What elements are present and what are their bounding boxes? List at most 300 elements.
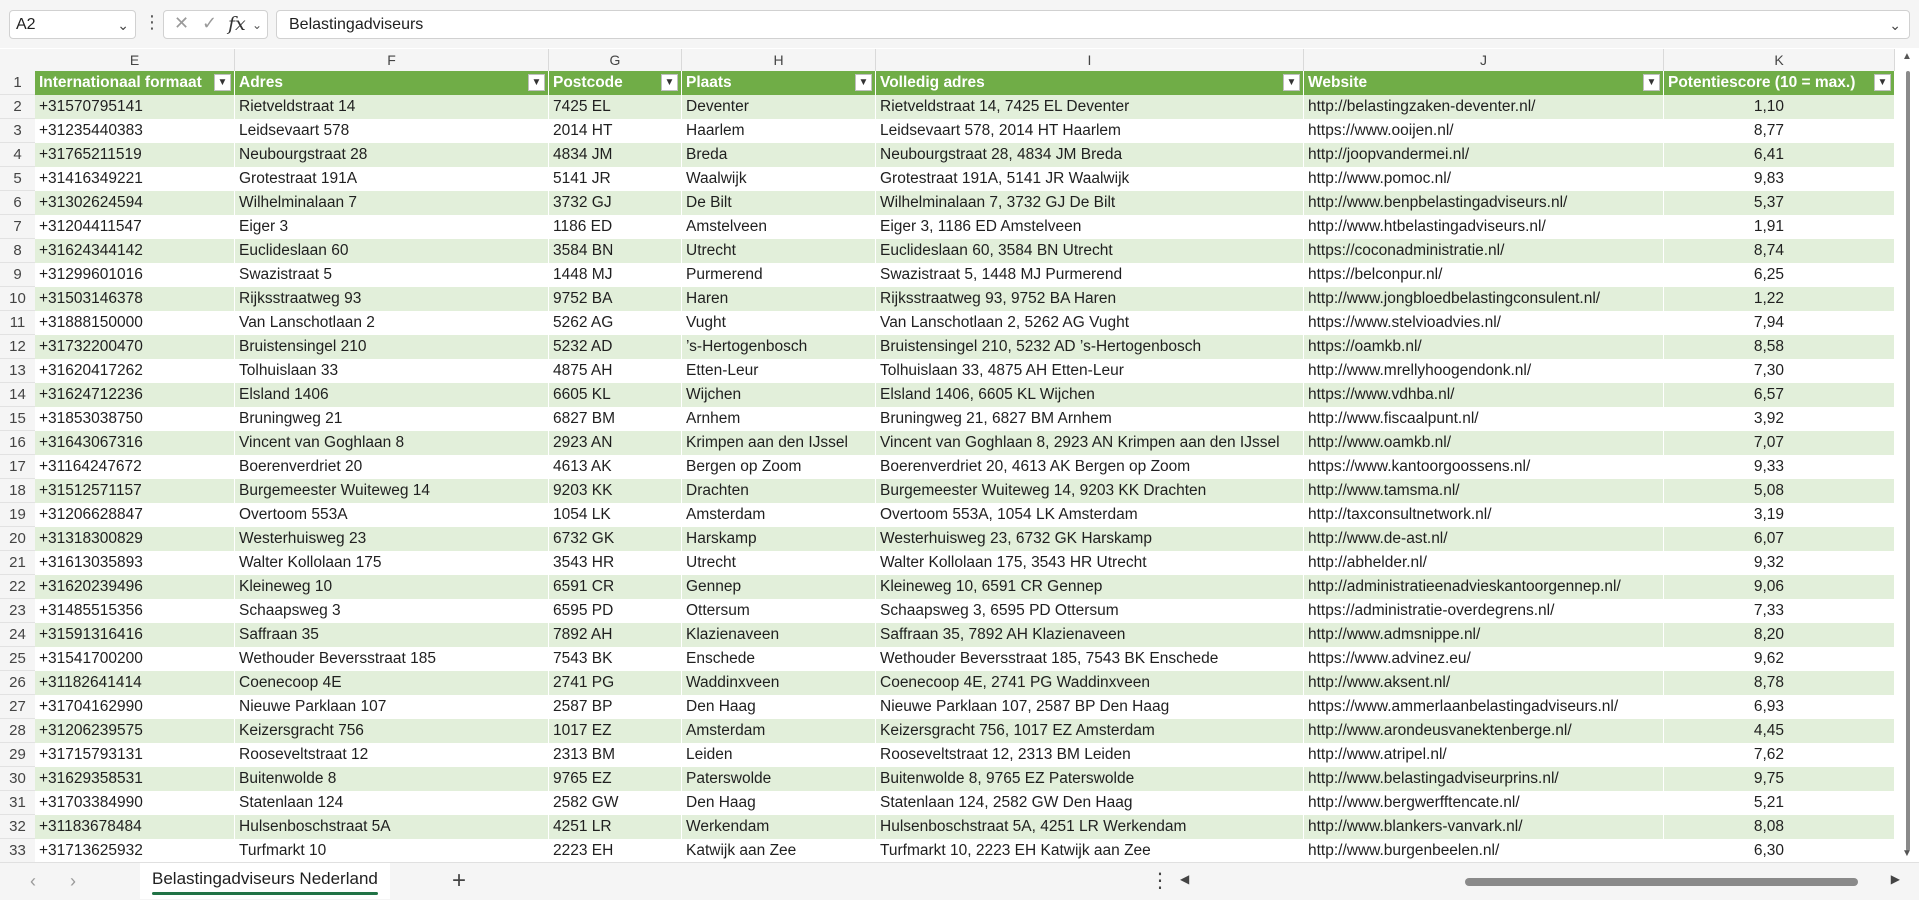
table-cell[interactable]: https://www.kantoorgoossens.nl/ [1304, 455, 1664, 479]
formula-input[interactable] [276, 10, 1910, 39]
row-header[interactable]: 2 [0, 95, 35, 119]
row-header[interactable]: 22 [0, 575, 35, 599]
table-cell[interactable]: 6,30 [1664, 839, 1895, 863]
table-cell[interactable]: Nieuwe Parklaan 107, 2587 BP Den Haag [876, 695, 1304, 719]
table-cell[interactable]: 3,19 [1664, 503, 1895, 527]
table-cell[interactable]: Schaapsweg 3 [235, 599, 549, 623]
table-cell[interactable]: +31643067316 [35, 431, 235, 455]
table-cell[interactable]: Tolhuislaan 33 [235, 359, 549, 383]
row-header[interactable]: 26 [0, 671, 35, 695]
row-header[interactable]: 33 [0, 839, 35, 863]
column-header-i[interactable]: I [876, 49, 1304, 71]
table-cell[interactable]: Buitenwolde 8 [235, 767, 549, 791]
table-cell[interactable]: +31299601016 [35, 263, 235, 287]
row-header[interactable]: 21 [0, 551, 35, 575]
table-cell[interactable]: 3543 HR [549, 551, 682, 575]
filter-dropdown-icon[interactable]: ▼ [214, 74, 231, 91]
row-header[interactable]: 12 [0, 335, 35, 359]
table-cell[interactable]: Breda [682, 143, 876, 167]
table-cell[interactable]: http://abhelder.nl/ [1304, 551, 1664, 575]
table-cell[interactable]: Tolhuislaan 33, 4875 AH Etten-Leur [876, 359, 1304, 383]
row-header[interactable]: 20 [0, 527, 35, 551]
table-cell[interactable]: +31416349221 [35, 167, 235, 191]
table-cell[interactable]: 9203 KK [549, 479, 682, 503]
table-cell[interactable]: Coenecoop 4E [235, 671, 549, 695]
sheet-tab[interactable] [140, 863, 390, 899]
table-cell[interactable]: https://coconadministratie.nl/ [1304, 239, 1664, 263]
table-cell[interactable]: http://www.blankers-vanvark.nl/ [1304, 815, 1664, 839]
table-cell[interactable]: 7,62 [1664, 743, 1895, 767]
table-cell[interactable]: 2014 HT [549, 119, 682, 143]
table-cell[interactable]: Vught [682, 311, 876, 335]
column-header-e[interactable]: E [35, 49, 235, 71]
table-cell[interactable]: Neubourgstraat 28 [235, 143, 549, 167]
table-cell[interactable]: 4,45 [1664, 719, 1895, 743]
table-cell[interactable]: Statenlaan 124, 2582 GW Den Haag [876, 791, 1304, 815]
table-cell[interactable]: 5262 AG [549, 311, 682, 335]
row-header[interactable]: 32 [0, 815, 35, 839]
row-header[interactable]: 28 [0, 719, 35, 743]
expand-formula-icon[interactable]: ⌄ [1889, 17, 1901, 33]
table-cell[interactable]: +31206239575 [35, 719, 235, 743]
table-cell[interactable]: 7425 EL [549, 95, 682, 119]
table-cell[interactable]: http://www.htbelastingadviseurs.nl/ [1304, 215, 1664, 239]
table-cell[interactable]: Coenecoop 4E, 2741 PG Waddinxveen [876, 671, 1304, 695]
table-header-cell[interactable] [1664, 71, 1895, 95]
table-cell[interactable]: https://administratie-overdegrens.nl/ [1304, 599, 1664, 623]
row-header[interactable]: 19 [0, 503, 35, 527]
table-cell[interactable]: +31183678484 [35, 815, 235, 839]
table-cell[interactable]: 4251 LR [549, 815, 682, 839]
table-cell[interactable]: http://administratieenadvieskantoorgennep.nl/ [1304, 575, 1664, 599]
table-cell[interactable]: Saffraan 35, 7892 AH Klazienaveen [876, 623, 1304, 647]
table-cell[interactable]: Eiger 3 [235, 215, 549, 239]
table-cell[interactable]: Wijchen [682, 383, 876, 407]
table-cell[interactable]: 9,83 [1664, 167, 1895, 191]
table-cell[interactable]: +31888150000 [35, 311, 235, 335]
table-cell[interactable]: +31204411547 [35, 215, 235, 239]
table-cell[interactable]: +31765211519 [35, 143, 235, 167]
row-header[interactable]: 5 [0, 167, 35, 191]
table-cell[interactable]: Keizersgracht 756, 1017 EZ Amsterdam [876, 719, 1304, 743]
table-cell[interactable]: Leiden [682, 743, 876, 767]
table-cell[interactable]: Hulsenboschstraat 5A [235, 815, 549, 839]
table-cell[interactable]: Keizersgracht 756 [235, 719, 549, 743]
table-cell[interactable]: 9,62 [1664, 647, 1895, 671]
row-header[interactable]: 4 [0, 143, 35, 167]
row-header[interactable]: 7 [0, 215, 35, 239]
row-header[interactable]: 25 [0, 647, 35, 671]
column-header-g[interactable]: G [549, 49, 682, 71]
filter-dropdown-icon[interactable]: ▼ [661, 74, 678, 91]
filter-dropdown-icon[interactable]: ▼ [855, 74, 872, 91]
table-cell[interactable]: 2923 AN [549, 431, 682, 455]
table-cell[interactable]: 7,94 [1664, 311, 1895, 335]
table-cell[interactable]: +31624712236 [35, 383, 235, 407]
table-cell[interactable]: Van Lanschotlaan 2 [235, 311, 549, 335]
table-cell[interactable]: http://www.benpbelastingadviseurs.nl/ [1304, 191, 1664, 215]
table-cell[interactable]: 2313 BM [549, 743, 682, 767]
table-cell[interactable]: https://www.ammerlaanbelastingadviseurs.nl/ [1304, 695, 1664, 719]
table-cell[interactable]: http://www.arondeusvanektenberge.nl/ [1304, 719, 1664, 743]
name-box[interactable] [9, 10, 136, 39]
table-cell[interactable]: Wethouder Beversstraat 185 [235, 647, 549, 671]
row-header[interactable]: 27 [0, 695, 35, 719]
table-cell[interactable]: Overtoom 553A, 1054 LK Amsterdam [876, 503, 1304, 527]
table-cell[interactable]: 1186 ED [549, 215, 682, 239]
table-cell[interactable]: Wilhelminalaan 7, 3732 GJ De Bilt [876, 191, 1304, 215]
table-cell[interactable]: 6591 CR [549, 575, 682, 599]
table-cell[interactable]: https://belconpur.nl/ [1304, 263, 1664, 287]
add-sheet-button[interactable]: + [452, 867, 467, 894]
prev-sheet-icon[interactable]: ‹ [30, 871, 36, 891]
scroll-right-icon[interactable]: ▶ [1890, 872, 1900, 886]
table-cell[interactable]: https://www.vdhba.nl/ [1304, 383, 1664, 407]
table-cell[interactable]: Euclideslaan 60, 3584 BN Utrecht [876, 239, 1304, 263]
table-cell[interactable]: http://www.oamkb.nl/ [1304, 431, 1664, 455]
confirm-icon[interactable]: ✓ [202, 13, 218, 33]
table-cell[interactable]: 6,25 [1664, 263, 1895, 287]
table-cell[interactable]: Grotestraat 191A [235, 167, 549, 191]
table-cell[interactable]: 6827 BM [549, 407, 682, 431]
table-cell[interactable]: 1,91 [1664, 215, 1895, 239]
table-cell[interactable]: 6595 PD [549, 599, 682, 623]
table-cell[interactable]: 1,10 [1664, 95, 1895, 119]
table-cell[interactable]: 5232 AD [549, 335, 682, 359]
table-cell[interactable]: ’s-Hertogenbosch [682, 335, 876, 359]
filter-dropdown-icon[interactable]: ▼ [528, 74, 545, 91]
table-cell[interactable]: Gennep [682, 575, 876, 599]
table-cell[interactable]: +31591316416 [35, 623, 235, 647]
table-cell[interactable]: https://www.ooijen.nl/ [1304, 119, 1664, 143]
table-header-cell[interactable] [235, 71, 549, 95]
table-cell[interactable]: Etten-Leur [682, 359, 876, 383]
table-cell[interactable]: Utrecht [682, 551, 876, 575]
table-cell[interactable]: Den Haag [682, 695, 876, 719]
table-cell[interactable]: http://www.pomoc.nl/ [1304, 167, 1664, 191]
table-cell[interactable]: 3,92 [1664, 407, 1895, 431]
table-cell[interactable]: +31164247672 [35, 455, 235, 479]
table-cell[interactable]: Westerhuisweg 23, 6732 GK Harskamp [876, 527, 1304, 551]
more-options-icon[interactable]: ⋮ [1150, 870, 1170, 892]
cancel-icon[interactable]: ✕ [174, 13, 190, 33]
table-cell[interactable]: 5,37 [1664, 191, 1895, 215]
table-cell[interactable]: Den Haag [682, 791, 876, 815]
horizontal-scrollbar[interactable] [1180, 872, 1900, 890]
table-cell[interactable]: http://www.bergwerfftencate.nl/ [1304, 791, 1664, 815]
select-all-corner[interactable] [0, 49, 35, 71]
table-cell[interactable]: Bruistensingel 210 [235, 335, 549, 359]
table-header-cell[interactable] [876, 71, 1304, 95]
table-cell[interactable]: Paterswolde [682, 767, 876, 791]
table-cell[interactable]: 9,06 [1664, 575, 1895, 599]
row-header[interactable]: 24 [0, 623, 35, 647]
vertical-scrollbar[interactable] [1897, 49, 1919, 862]
table-cell[interactable]: Boerenverdriet 20 [235, 455, 549, 479]
insert-function-button[interactable]: fx [228, 13, 246, 35]
table-cell[interactable]: Wethouder Beversstraat 185, 7543 BK Enschede [876, 647, 1304, 671]
table-cell[interactable]: http://www.atripel.nl/ [1304, 743, 1664, 767]
table-cell[interactable]: 4875 AH [549, 359, 682, 383]
table-cell[interactable]: +31715793131 [35, 743, 235, 767]
table-cell[interactable]: Amstelveen [682, 215, 876, 239]
table-cell[interactable]: 8,20 [1664, 623, 1895, 647]
table-cell[interactable]: http://joopvandermei.nl/ [1304, 143, 1664, 167]
table-cell[interactable]: 4613 AK [549, 455, 682, 479]
table-cell[interactable]: Leidsevaart 578, 2014 HT Haarlem [876, 119, 1304, 143]
table-cell[interactable]: Rooseveltstraat 12, 2313 BM Leiden [876, 743, 1304, 767]
table-cell[interactable]: +31613035893 [35, 551, 235, 575]
row-header[interactable]: 8 [0, 239, 35, 263]
table-cell[interactable]: Eiger 3, 1186 ED Amstelveen [876, 215, 1304, 239]
row-header[interactable]: 10 [0, 287, 35, 311]
table-cell[interactable]: Utrecht [682, 239, 876, 263]
row-header[interactable]: 15 [0, 407, 35, 431]
row-header[interactable]: 1 [0, 71, 35, 95]
table-cell[interactable]: 6,41 [1664, 143, 1895, 167]
table-cell[interactable]: 6732 GK [549, 527, 682, 551]
table-cell[interactable]: 7,07 [1664, 431, 1895, 455]
table-cell[interactable]: 6,57 [1664, 383, 1895, 407]
row-header[interactable]: 11 [0, 311, 35, 335]
table-cell[interactable]: Swazistraat 5 [235, 263, 549, 287]
row-header[interactable]: 30 [0, 767, 35, 791]
filter-dropdown-icon[interactable]: ▼ [1643, 74, 1660, 91]
table-cell[interactable]: 5,21 [1664, 791, 1895, 815]
table-cell[interactable]: Wilhelminalaan 7 [235, 191, 549, 215]
table-cell[interactable]: 1017 EZ [549, 719, 682, 743]
table-cell[interactable]: Westerhuisweg 23 [235, 527, 549, 551]
table-cell[interactable]: 7543 BK [549, 647, 682, 671]
table-cell[interactable]: http://www.fiscaalpunt.nl/ [1304, 407, 1664, 431]
table-cell[interactable]: Burgemeester Wuiteweg 14, 9203 KK Drachten [876, 479, 1304, 503]
table-cell[interactable]: Turfmarkt 10 [235, 839, 549, 863]
table-cell[interactable]: Werkendam [682, 815, 876, 839]
table-cell[interactable]: Bruningweg 21, 6827 BM Arnhem [876, 407, 1304, 431]
table-header-cell[interactable] [1304, 71, 1664, 95]
table-cell[interactable]: Purmerend [682, 263, 876, 287]
row-header[interactable]: 16 [0, 431, 35, 455]
scroll-down-icon[interactable]: ▼ [1902, 848, 1912, 859]
table-cell[interactable]: Vincent van Goghlaan 8 [235, 431, 549, 455]
table-cell[interactable]: Haarlem [682, 119, 876, 143]
table-cell[interactable]: Swazistraat 5, 1448 MJ Purmerend [876, 263, 1304, 287]
table-cell[interactable]: Rooseveltstraat 12 [235, 743, 549, 767]
table-cell[interactable]: Buitenwolde 8, 9765 EZ Paterswolde [876, 767, 1304, 791]
column-header-h[interactable]: H [682, 49, 876, 71]
table-cell[interactable]: Harskamp [682, 527, 876, 551]
table-cell[interactable]: Katwijk aan Zee [682, 839, 876, 863]
table-cell[interactable]: +31732200470 [35, 335, 235, 359]
table-cell[interactable]: Amsterdam [682, 719, 876, 743]
table-cell[interactable]: Deventer [682, 95, 876, 119]
table-cell[interactable]: Bruistensingel 210, 5232 AD ’s-Hertogenbosch [876, 335, 1304, 359]
table-cell[interactable]: 8,08 [1664, 815, 1895, 839]
table-cell[interactable]: 8,74 [1664, 239, 1895, 263]
table-cell[interactable]: Walter Kollolaan 175, 3543 HR Utrecht [876, 551, 1304, 575]
table-cell[interactable]: Grotestraat 191A, 5141 JR Waalwijk [876, 167, 1304, 191]
filter-dropdown-icon[interactable]: ▼ [1283, 74, 1300, 91]
table-cell[interactable]: Ottersum [682, 599, 876, 623]
table-cell[interactable]: Rijksstraatweg 93 [235, 287, 549, 311]
table-cell[interactable]: +31302624594 [35, 191, 235, 215]
table-cell[interactable]: 5,08 [1664, 479, 1895, 503]
row-header[interactable]: 17 [0, 455, 35, 479]
table-cell[interactable]: http://www.tamsma.nl/ [1304, 479, 1664, 503]
table-cell[interactable]: +31570795141 [35, 95, 235, 119]
table-cell[interactable]: Rijksstraatweg 93, 9752 BA Haren [876, 287, 1304, 311]
table-cell[interactable]: +31541700200 [35, 647, 235, 671]
table-cell[interactable]: 2223 EH [549, 839, 682, 863]
table-cell[interactable]: 7892 AH [549, 623, 682, 647]
table-cell[interactable]: Arnhem [682, 407, 876, 431]
table-cell[interactable]: Kleineweg 10 [235, 575, 549, 599]
table-cell[interactable]: Klazienaveen [682, 623, 876, 647]
table-cell[interactable]: +31235440383 [35, 119, 235, 143]
table-cell[interactable]: Walter Kollolaan 175 [235, 551, 549, 575]
table-header-cell[interactable] [549, 71, 682, 95]
column-header-k[interactable]: K [1664, 49, 1895, 71]
table-cell[interactable]: Schaapsweg 3, 6595 PD Ottersum [876, 599, 1304, 623]
row-header[interactable]: 6 [0, 191, 35, 215]
table-cell[interactable]: De Bilt [682, 191, 876, 215]
table-cell[interactable]: +31629358531 [35, 767, 235, 791]
table-cell[interactable]: Boerenverdriet 20, 4613 AK Bergen op Zoom [876, 455, 1304, 479]
scroll-left-icon[interactable]: ◀ [1180, 872, 1190, 886]
table-cell[interactable]: Waddinxveen [682, 671, 876, 695]
table-cell[interactable]: http://belastingzaken-deventer.nl/ [1304, 95, 1664, 119]
table-header-cell[interactable] [35, 71, 235, 95]
row-header[interactable]: 3 [0, 119, 35, 143]
table-cell[interactable]: Van Lanschotlaan 2, 5262 AG Vught [876, 311, 1304, 335]
table-cell[interactable]: Bruningweg 21 [235, 407, 549, 431]
table-cell[interactable]: +31182641414 [35, 671, 235, 695]
table-cell[interactable]: http://www.mrellyhoogendonk.nl/ [1304, 359, 1664, 383]
row-header[interactable]: 29 [0, 743, 35, 767]
table-cell[interactable]: 8,58 [1664, 335, 1895, 359]
table-cell[interactable]: Saffraan 35 [235, 623, 549, 647]
table-cell[interactable]: 7,33 [1664, 599, 1895, 623]
table-cell[interactable]: Euclideslaan 60 [235, 239, 549, 263]
table-cell[interactable]: Burgemeester Wuiteweg 14 [235, 479, 549, 503]
table-cell[interactable]: 2582 GW [549, 791, 682, 815]
table-cell[interactable]: 7,30 [1664, 359, 1895, 383]
table-cell[interactable]: 9752 BA [549, 287, 682, 311]
table-cell[interactable]: +31512571157 [35, 479, 235, 503]
filter-dropdown-icon[interactable]: ▼ [1874, 74, 1891, 91]
table-cell[interactable]: Haren [682, 287, 876, 311]
row-header[interactable]: 23 [0, 599, 35, 623]
table-cell[interactable]: http://taxconsultnetwork.nl/ [1304, 503, 1664, 527]
table-cell[interactable]: 9,33 [1664, 455, 1895, 479]
horizontal-scroll-thumb[interactable] [1465, 878, 1858, 886]
table-cell[interactable]: Elsland 1406, 6605 KL Wijchen [876, 383, 1304, 407]
table-cell[interactable]: Rietveldstraat 14 [235, 95, 549, 119]
row-header[interactable]: 31 [0, 791, 35, 815]
table-cell[interactable]: Enschede [682, 647, 876, 671]
table-cell[interactable]: 2587 BP [549, 695, 682, 719]
table-cell[interactable]: 8,78 [1664, 671, 1895, 695]
table-cell[interactable]: Rietveldstraat 14, 7425 EL Deventer [876, 95, 1304, 119]
table-cell[interactable]: 3732 GJ [549, 191, 682, 215]
table-cell[interactable]: +31853038750 [35, 407, 235, 431]
table-cell[interactable]: +31624344142 [35, 239, 235, 263]
table-cell[interactable]: 6,93 [1664, 695, 1895, 719]
table-cell[interactable]: Vincent van Goghlaan 8, 2923 AN Krimpen aan den IJssel [876, 431, 1304, 455]
table-cell[interactable]: https://www.stelvioadvies.nl/ [1304, 311, 1664, 335]
table-cell[interactable]: 5141 JR [549, 167, 682, 191]
next-sheet-icon[interactable]: › [70, 871, 76, 891]
table-cell[interactable]: Turfmarkt 10, 2223 EH Katwijk aan Zee [876, 839, 1304, 863]
table-cell[interactable]: +31503146378 [35, 287, 235, 311]
row-header[interactable]: 9 [0, 263, 35, 287]
row-header[interactable]: 18 [0, 479, 35, 503]
table-cell[interactable]: +31704162990 [35, 695, 235, 719]
table-cell[interactable]: Statenlaan 124 [235, 791, 549, 815]
table-cell[interactable]: 1448 MJ [549, 263, 682, 287]
table-cell[interactable]: 2741 PG [549, 671, 682, 695]
table-cell[interactable]: 1054 LK [549, 503, 682, 527]
table-cell[interactable]: 6,07 [1664, 527, 1895, 551]
table-cell[interactable]: http://www.de-ast.nl/ [1304, 527, 1664, 551]
row-header[interactable]: 13 [0, 359, 35, 383]
table-cell[interactable]: 3584 BN [549, 239, 682, 263]
row-header[interactable]: 14 [0, 383, 35, 407]
table-cell[interactable]: 4834 JM [549, 143, 682, 167]
table-cell[interactable]: http://www.belastingadviseurprins.nl/ [1304, 767, 1664, 791]
table-cell[interactable]: Krimpen aan den IJssel [682, 431, 876, 455]
table-cell[interactable]: +31318300829 [35, 527, 235, 551]
table-header-cell[interactable] [682, 71, 876, 95]
vertical-scroll-thumb[interactable] [1906, 71, 1910, 851]
chevron-down-icon[interactable]: ⌄ [252, 18, 263, 32]
table-cell[interactable]: 9765 EZ [549, 767, 682, 791]
table-cell[interactable]: http://www.jongbloedbelastingconsulent.nl/ [1304, 287, 1664, 311]
table-cell[interactable]: http://www.aksent.nl/ [1304, 671, 1664, 695]
table-cell[interactable]: Elsland 1406 [235, 383, 549, 407]
table-cell[interactable]: Drachten [682, 479, 876, 503]
scroll-up-icon[interactable]: ▲ [1902, 51, 1912, 62]
table-cell[interactable]: +31713625932 [35, 839, 235, 863]
column-header-f[interactable]: F [235, 49, 549, 71]
table-cell[interactable]: http://www.admsnippe.nl/ [1304, 623, 1664, 647]
table-cell[interactable]: 9,32 [1664, 551, 1895, 575]
table-cell[interactable]: Hulsenboschstraat 5A, 4251 LR Werkendam [876, 815, 1304, 839]
table-cell[interactable]: +31206628847 [35, 503, 235, 527]
table-cell[interactable]: 8,77 [1664, 119, 1895, 143]
table-cell[interactable]: +31485515356 [35, 599, 235, 623]
table-cell[interactable]: http://www.burgenbeelen.nl/ [1304, 839, 1664, 863]
table-cell[interactable]: https://oamkb.nl/ [1304, 335, 1664, 359]
table-cell[interactable]: 9,75 [1664, 767, 1895, 791]
column-header-j[interactable]: J [1304, 49, 1664, 71]
chevron-down-icon[interactable]: ⌄ [117, 17, 129, 33]
table-cell[interactable]: Bergen op Zoom [682, 455, 876, 479]
table-cell[interactable]: Kleineweg 10, 6591 CR Gennep [876, 575, 1304, 599]
table-cell[interactable]: Amsterdam [682, 503, 876, 527]
table-cell[interactable]: +31620239496 [35, 575, 235, 599]
more-options-icon[interactable]: ⋮ [143, 12, 161, 32]
table-cell[interactable]: Overtoom 553A [235, 503, 549, 527]
table-cell[interactable]: Nieuwe Parklaan 107 [235, 695, 549, 719]
table-cell[interactable]: Waalwijk [682, 167, 876, 191]
table-cell[interactable]: +31703384990 [35, 791, 235, 815]
table-cell[interactable]: 6605 KL [549, 383, 682, 407]
table-cell[interactable]: 1,22 [1664, 287, 1895, 311]
table-cell[interactable]: +31620417262 [35, 359, 235, 383]
table-cell[interactable]: https://www.advinez.eu/ [1304, 647, 1664, 671]
table-cell[interactable]: Leidsevaart 578 [235, 119, 549, 143]
